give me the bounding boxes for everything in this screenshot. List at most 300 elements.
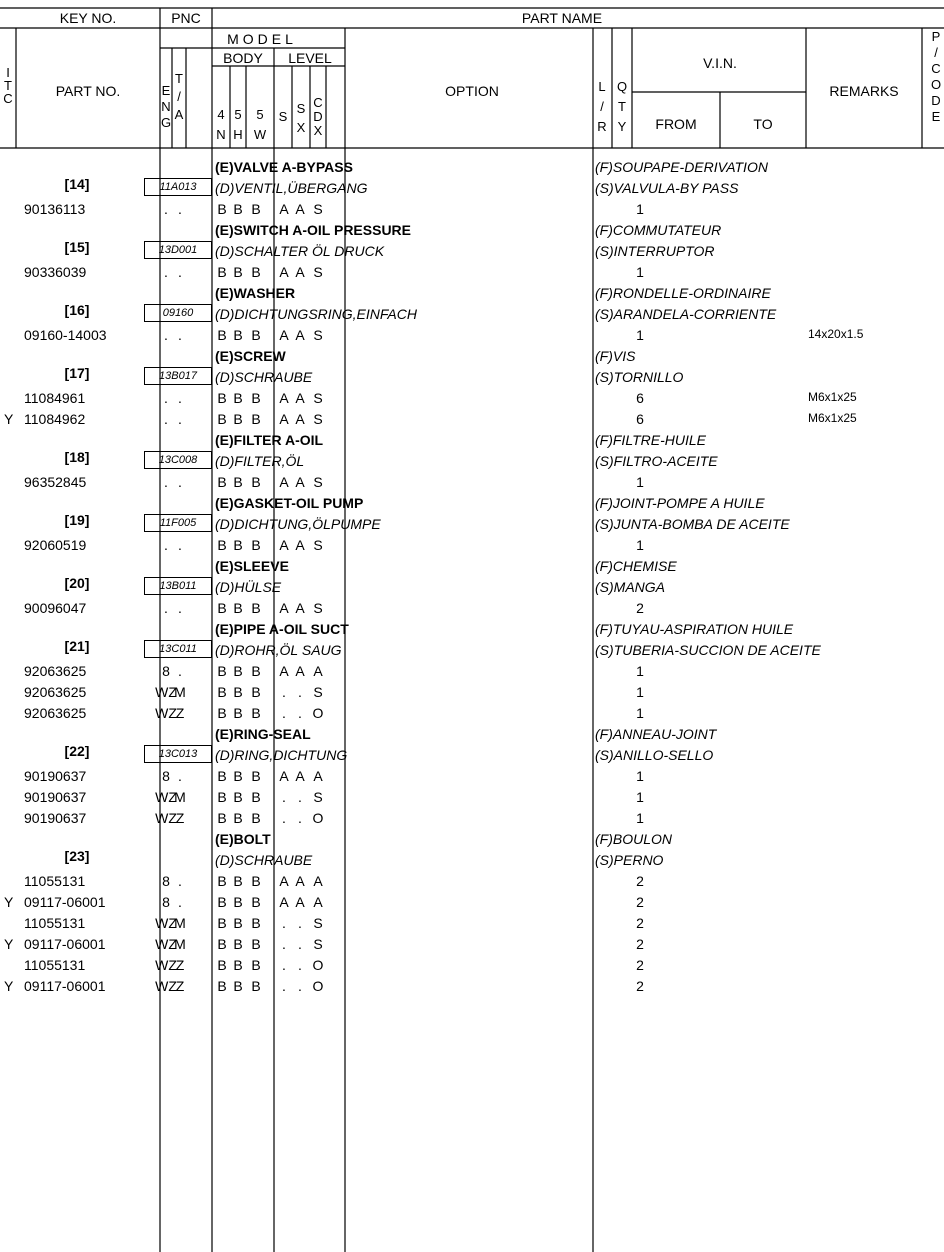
eng-code: WZ <box>155 915 177 931</box>
level-code: A <box>313 873 323 889</box>
body-code: B <box>251 768 261 784</box>
ta-code: . <box>178 474 182 490</box>
part-no: 09117-06001 <box>24 894 106 910</box>
header-level-col-char: X <box>313 123 323 138</box>
body-code: B <box>251 264 261 280</box>
level-code: A <box>279 411 289 427</box>
header-to: TO <box>753 116 773 132</box>
key-no: [23] <box>64 848 90 864</box>
key-no: [20] <box>64 575 90 591</box>
level-code: S <box>313 936 323 952</box>
body-code: B <box>217 201 227 217</box>
eng-code: . <box>164 600 168 616</box>
header-level-col-char: X <box>296 120 306 135</box>
ta-code: M <box>174 789 186 805</box>
level-code: O <box>312 957 324 973</box>
part-no: 90190637 <box>24 768 87 784</box>
itc-flag: Y <box>4 411 14 427</box>
header-pnc: PNC <box>171 10 201 26</box>
header-remarks: REMARKS <box>829 83 899 99</box>
part-no: 90190637 <box>24 810 87 826</box>
header-lr-char: / <box>600 99 604 114</box>
body-code: B <box>233 873 243 889</box>
part-no: 11055131 <box>24 915 86 931</box>
eng-code: . <box>164 264 168 280</box>
part-name-de: (D)DICHTUNG,ÖLPUMPE <box>215 516 381 532</box>
eng-code: WZ <box>155 810 177 826</box>
level-code: . <box>298 978 302 994</box>
qty-value: 6 <box>636 411 644 427</box>
ta-code: . <box>178 264 182 280</box>
header-level-col-char: S <box>278 109 288 124</box>
header-ta-char: T <box>175 71 183 86</box>
level-code: A <box>279 390 289 406</box>
level-code: A <box>279 264 289 280</box>
level-code: . <box>282 684 286 700</box>
qty-value: 6 <box>636 390 644 406</box>
part-no: 90096047 <box>24 600 87 616</box>
level-code: S <box>313 201 323 217</box>
level-code: S <box>313 789 323 805</box>
qty-value: 1 <box>636 768 644 784</box>
level-code: S <box>313 411 323 427</box>
level-code: A <box>295 264 305 280</box>
itc-flag: Y <box>4 894 14 910</box>
ta-code: . <box>178 663 182 679</box>
part-name-de: (D)SCHRAUBE <box>215 369 313 385</box>
body-code: B <box>233 327 243 343</box>
part-name-fr: (F)BOULON <box>595 831 672 847</box>
body-code: B <box>233 537 243 553</box>
part-name-de: (D)FILTER,ÖL <box>215 453 305 469</box>
body-code: B <box>217 684 227 700</box>
qty-value: 1 <box>636 810 644 826</box>
part-name-fr: (F)COMMUTATEUR <box>595 222 722 238</box>
part-name-en: (E)PIPE A-OIL SUCT <box>215 621 349 637</box>
body-code: B <box>251 684 261 700</box>
part-name-fr: (F)JOINT-POMPE A HUILE <box>595 495 765 511</box>
header-from: FROM <box>655 116 697 132</box>
level-code: . <box>298 789 302 805</box>
header-body: BODY <box>223 50 263 66</box>
body-code: B <box>251 537 261 553</box>
header-itc-char: C <box>3 91 13 106</box>
level-code: A <box>295 327 305 343</box>
ta-code: . <box>178 201 182 217</box>
level-code: O <box>312 810 324 826</box>
part-name-fr: (F)CHEMISE <box>595 558 677 574</box>
level-code: A <box>313 663 323 679</box>
part-no: 92063625 <box>24 705 87 721</box>
eng-code: WZ <box>155 978 177 994</box>
level-code: . <box>298 810 302 826</box>
body-code: B <box>217 894 227 910</box>
key-no: [19] <box>64 512 90 528</box>
header-eng-char: N <box>161 99 171 114</box>
body-code: B <box>251 873 261 889</box>
eng-code: 8 <box>162 894 170 910</box>
eng-code: . <box>164 474 168 490</box>
eng-code: WZ <box>155 789 177 805</box>
body-code: B <box>233 957 243 973</box>
body-code: B <box>217 600 227 616</box>
body-code: B <box>251 936 261 952</box>
header-level-col-char: D <box>313 109 323 124</box>
qty-value: 2 <box>636 600 644 616</box>
part-no: 92060519 <box>24 537 87 553</box>
header-eng-char: E <box>161 83 171 98</box>
key-no: [15] <box>64 239 90 255</box>
qty-value: 2 <box>636 936 644 952</box>
ta-code: . <box>178 894 182 910</box>
eng-code: WZ <box>155 936 177 952</box>
level-code: S <box>313 327 323 343</box>
body-code: B <box>217 411 227 427</box>
ta-code: . <box>178 873 182 889</box>
part-name-en: (E)SWITCH A-OIL PRESSURE <box>215 222 412 238</box>
ta-code: Z <box>175 978 185 994</box>
body-code: B <box>251 327 261 343</box>
level-code: . <box>282 810 286 826</box>
header-body-col-char: H <box>233 127 243 142</box>
part-name-de: (D)VENTIL,ÜBERGANG <box>215 180 368 196</box>
part-name-es: (S)ANILLO-SELLO <box>595 747 714 763</box>
eng-code: WZ <box>155 705 177 721</box>
part-no: 09160-14003 <box>24 327 107 343</box>
eng-code: . <box>164 537 168 553</box>
header-pcode-char: C <box>931 61 941 76</box>
body-code: B <box>233 201 243 217</box>
level-code: S <box>313 264 323 280</box>
qty-value: 1 <box>636 201 644 217</box>
part-name-de: (D)HÜLSE <box>215 579 282 595</box>
qty-value: 1 <box>636 705 644 721</box>
part-no: 90336039 <box>24 264 87 280</box>
key-no: [17] <box>64 365 90 381</box>
ta-code: Z <box>175 957 185 973</box>
body-code: B <box>251 600 261 616</box>
level-code: A <box>279 327 289 343</box>
part-name-de: (D)ROHR,ÖL SAUG <box>215 642 342 658</box>
eng-code: 8 <box>162 873 170 889</box>
part-name-en: (E)SLEEVE <box>215 558 289 574</box>
eng-code: . <box>164 327 168 343</box>
header-qty-char: Q <box>616 79 628 94</box>
level-code: A <box>279 201 289 217</box>
header-ta-char: A <box>174 107 184 122</box>
header-option: OPTION <box>445 83 499 99</box>
level-code: . <box>298 936 302 952</box>
part-no: 92063625 <box>24 663 87 679</box>
body-code: B <box>233 894 243 910</box>
part-no: 09117-06001 <box>24 978 106 994</box>
body-code: B <box>217 789 227 805</box>
part-name-es: (S)TORNILLO <box>595 369 684 385</box>
key-no: [22] <box>64 743 90 759</box>
part-no: 11084962 <box>24 411 86 427</box>
ta-code: . <box>178 411 182 427</box>
part-no: 90190637 <box>24 789 87 805</box>
part-name-es: (S)VALVULA-BY PASS <box>595 180 739 196</box>
level-code: S <box>313 600 323 616</box>
level-code: . <box>298 957 302 973</box>
header-level-col-char: S <box>296 101 306 116</box>
qty-value: 2 <box>636 978 644 994</box>
body-code: B <box>233 684 243 700</box>
body-code: B <box>217 936 227 952</box>
header-pcode-char: E <box>931 109 941 124</box>
body-code: B <box>217 474 227 490</box>
level-code: A <box>313 894 323 910</box>
level-code: A <box>295 201 305 217</box>
key-no: [16] <box>64 302 90 318</box>
header-body-col-char: N <box>216 127 226 142</box>
header-part-no: PART NO. <box>55 83 121 99</box>
level-code: S <box>313 390 323 406</box>
header-body-col-char: 5 <box>234 107 242 122</box>
body-code: B <box>251 411 261 427</box>
part-name-es: (S)JUNTA-BOMBA DE ACEITE <box>595 516 790 532</box>
part-name-en: (E)BOLT <box>215 831 271 847</box>
qty-value: 1 <box>636 264 644 280</box>
level-code: . <box>282 936 286 952</box>
level-code: A <box>279 768 289 784</box>
eng-code: WZ <box>155 684 177 700</box>
header-pcode-char: / <box>934 45 938 60</box>
part-name-es: (S)INTERRUPTOR <box>595 243 715 259</box>
header-pcode-char: D <box>931 93 941 108</box>
level-code: . <box>298 915 302 931</box>
part-name-en: (E)VALVE A-BYPASS <box>215 159 353 175</box>
ta-code: Z <box>175 705 185 721</box>
qty-value: 1 <box>636 474 644 490</box>
body-code: B <box>233 705 243 721</box>
body-code: B <box>233 789 243 805</box>
part-no: 09117-06001 <box>24 936 106 952</box>
level-code: A <box>279 474 289 490</box>
eng-code: . <box>164 201 168 217</box>
eng-code: 8 <box>162 768 170 784</box>
body-code: B <box>251 810 261 826</box>
eng-code: . <box>164 411 168 427</box>
pnc-code-box: 13D001 <box>144 241 212 259</box>
part-no: 90136113 <box>24 201 86 217</box>
body-code: B <box>233 915 243 931</box>
body-code: B <box>217 957 227 973</box>
qty-value: 2 <box>636 873 644 889</box>
body-code: B <box>217 978 227 994</box>
level-code: A <box>295 663 305 679</box>
level-code: A <box>279 537 289 553</box>
part-name-es: (S)ARANDELA-CORRIENTE <box>595 306 777 322</box>
level-code: A <box>295 894 305 910</box>
header-eng-char: G <box>160 115 172 130</box>
body-code: B <box>251 978 261 994</box>
body-code: B <box>251 957 261 973</box>
body-code: B <box>233 936 243 952</box>
level-code: A <box>295 411 305 427</box>
pnc-code-box: 11F005 <box>144 514 212 532</box>
body-code: B <box>251 201 261 217</box>
pnc-code-box: 13B011 <box>144 577 212 595</box>
level-code: A <box>295 537 305 553</box>
body-code: B <box>233 768 243 784</box>
header-body-col-char: 4 <box>217 107 225 122</box>
key-no: [14] <box>64 176 90 192</box>
level-code: S <box>313 684 323 700</box>
body-code: B <box>217 264 227 280</box>
body-code: B <box>217 810 227 826</box>
qty-value: 1 <box>636 537 644 553</box>
part-name-fr: (F)FILTRE-HUILE <box>595 432 706 448</box>
body-code: B <box>217 873 227 889</box>
pnc-code-box: 13C013 <box>144 745 212 763</box>
level-code: O <box>312 978 324 994</box>
header-pcode-char: P <box>931 29 941 44</box>
body-code: B <box>217 537 227 553</box>
header-lr-char: L <box>598 79 606 94</box>
level-code: A <box>295 768 305 784</box>
remarks-value: M6x1x25 <box>808 390 857 404</box>
part-name-de: (D)DICHTUNGSRING,EINFACH <box>215 306 417 322</box>
header-key-no: KEY NO. <box>59 10 117 26</box>
body-code: B <box>217 768 227 784</box>
body-code: B <box>251 915 261 931</box>
header-lr-char: R <box>597 119 607 134</box>
part-no: 11055131 <box>24 957 86 973</box>
header-itc-char: T <box>4 78 12 93</box>
body-code: B <box>233 978 243 994</box>
level-code: . <box>282 915 286 931</box>
part-name-en: (E)WASHER <box>215 285 296 301</box>
level-code: S <box>313 537 323 553</box>
level-code: S <box>313 915 323 931</box>
header-body-col-char: W <box>253 127 267 142</box>
level-code: A <box>279 663 289 679</box>
key-no: [18] <box>64 449 90 465</box>
ta-code: . <box>178 327 182 343</box>
ta-code: . <box>178 768 182 784</box>
part-name-fr: (F)RONDELLE-ORDINAIRE <box>595 285 771 301</box>
body-code: B <box>251 390 261 406</box>
pnc-code-box: 13C011 <box>144 640 212 658</box>
header-level: LEVEL <box>288 50 332 66</box>
level-code: A <box>295 474 305 490</box>
eng-code: 8 <box>162 663 170 679</box>
body-code: B <box>233 810 243 826</box>
body-code: B <box>233 600 243 616</box>
qty-value: 1 <box>636 663 644 679</box>
body-code: B <box>217 663 227 679</box>
eng-code: WZ <box>155 957 177 973</box>
level-code: A <box>295 600 305 616</box>
pnc-code-box: 11A013 <box>144 178 212 196</box>
body-code: B <box>233 390 243 406</box>
level-code: A <box>279 873 289 889</box>
qty-value: 1 <box>636 789 644 805</box>
header-qty-char: T <box>618 99 626 114</box>
ta-code: . <box>178 390 182 406</box>
level-code: A <box>279 600 289 616</box>
level-code: . <box>282 957 286 973</box>
ta-code: . <box>178 600 182 616</box>
ta-code: M <box>174 915 186 931</box>
part-name-es: (S)TUBERIA-SUCCION DE ACEITE <box>595 642 821 658</box>
body-code: B <box>251 894 261 910</box>
level-code: A <box>295 873 305 889</box>
part-name-de: (D)SCHALTER ÖL DRUCK <box>215 243 385 259</box>
eng-code: . <box>164 390 168 406</box>
pnc-code-box: 13B017 <box>144 367 212 385</box>
ta-code: M <box>174 936 186 952</box>
part-name-en: (E)GASKET-OIL PUMP <box>215 495 364 511</box>
ta-code: . <box>178 537 182 553</box>
body-code: B <box>217 915 227 931</box>
qty-value: 2 <box>636 957 644 973</box>
header-pcode-char: O <box>930 77 942 92</box>
level-code: . <box>282 978 286 994</box>
level-code: . <box>298 705 302 721</box>
header-body-col-char: 5 <box>256 107 264 122</box>
header-ta-char: / <box>177 89 181 104</box>
level-code: . <box>298 684 302 700</box>
body-code: B <box>251 705 261 721</box>
ta-code: Z <box>175 810 185 826</box>
part-name-es: (S)PERNO <box>595 852 664 868</box>
body-code: B <box>217 390 227 406</box>
qty-value: 2 <box>636 894 644 910</box>
part-name-es: (S)MANGA <box>595 579 665 595</box>
part-name-fr: (F)VIS <box>595 348 636 364</box>
level-code: A <box>313 768 323 784</box>
ta-code: M <box>174 684 186 700</box>
header-qty-char: Y <box>617 119 627 134</box>
pnc-code-box: 09160 <box>144 304 212 322</box>
body-code: B <box>251 789 261 805</box>
part-no: 92063625 <box>24 684 87 700</box>
level-code: A <box>295 390 305 406</box>
body-code: B <box>233 411 243 427</box>
header-level-col-char: C <box>313 95 323 110</box>
body-code: B <box>233 663 243 679</box>
qty-value: 2 <box>636 915 644 931</box>
header-vin: V.I.N. <box>703 55 737 71</box>
key-no: [21] <box>64 638 90 654</box>
qty-value: 1 <box>636 684 644 700</box>
body-code: B <box>233 264 243 280</box>
remarks-value: M6x1x25 <box>808 411 857 425</box>
body-code: B <box>217 705 227 721</box>
header-model: MODEL <box>227 31 297 47</box>
body-code: B <box>251 663 261 679</box>
level-code: S <box>313 474 323 490</box>
part-no: 11084961 <box>24 390 86 406</box>
body-code: B <box>251 474 261 490</box>
body-code: B <box>233 474 243 490</box>
part-name-en: (E)SCREW <box>215 348 286 364</box>
part-name-de: (D)RING,DICHTUNG <box>215 747 348 763</box>
level-code: A <box>279 894 289 910</box>
part-name-fr: (F)ANNEAU-JOINT <box>595 726 717 742</box>
itc-flag: Y <box>4 936 14 952</box>
level-code: . <box>282 705 286 721</box>
pnc-code-box: 13C008 <box>144 451 212 469</box>
part-name-en: (E)FILTER A-OIL <box>215 432 324 448</box>
part-name-fr: (F)TUYAU-ASPIRATION HUILE <box>595 621 794 637</box>
remarks-value: 14x20x1.5 <box>808 327 864 341</box>
part-name-en: (E)RING-SEAL <box>215 726 311 742</box>
part-no: 96352845 <box>24 474 87 490</box>
